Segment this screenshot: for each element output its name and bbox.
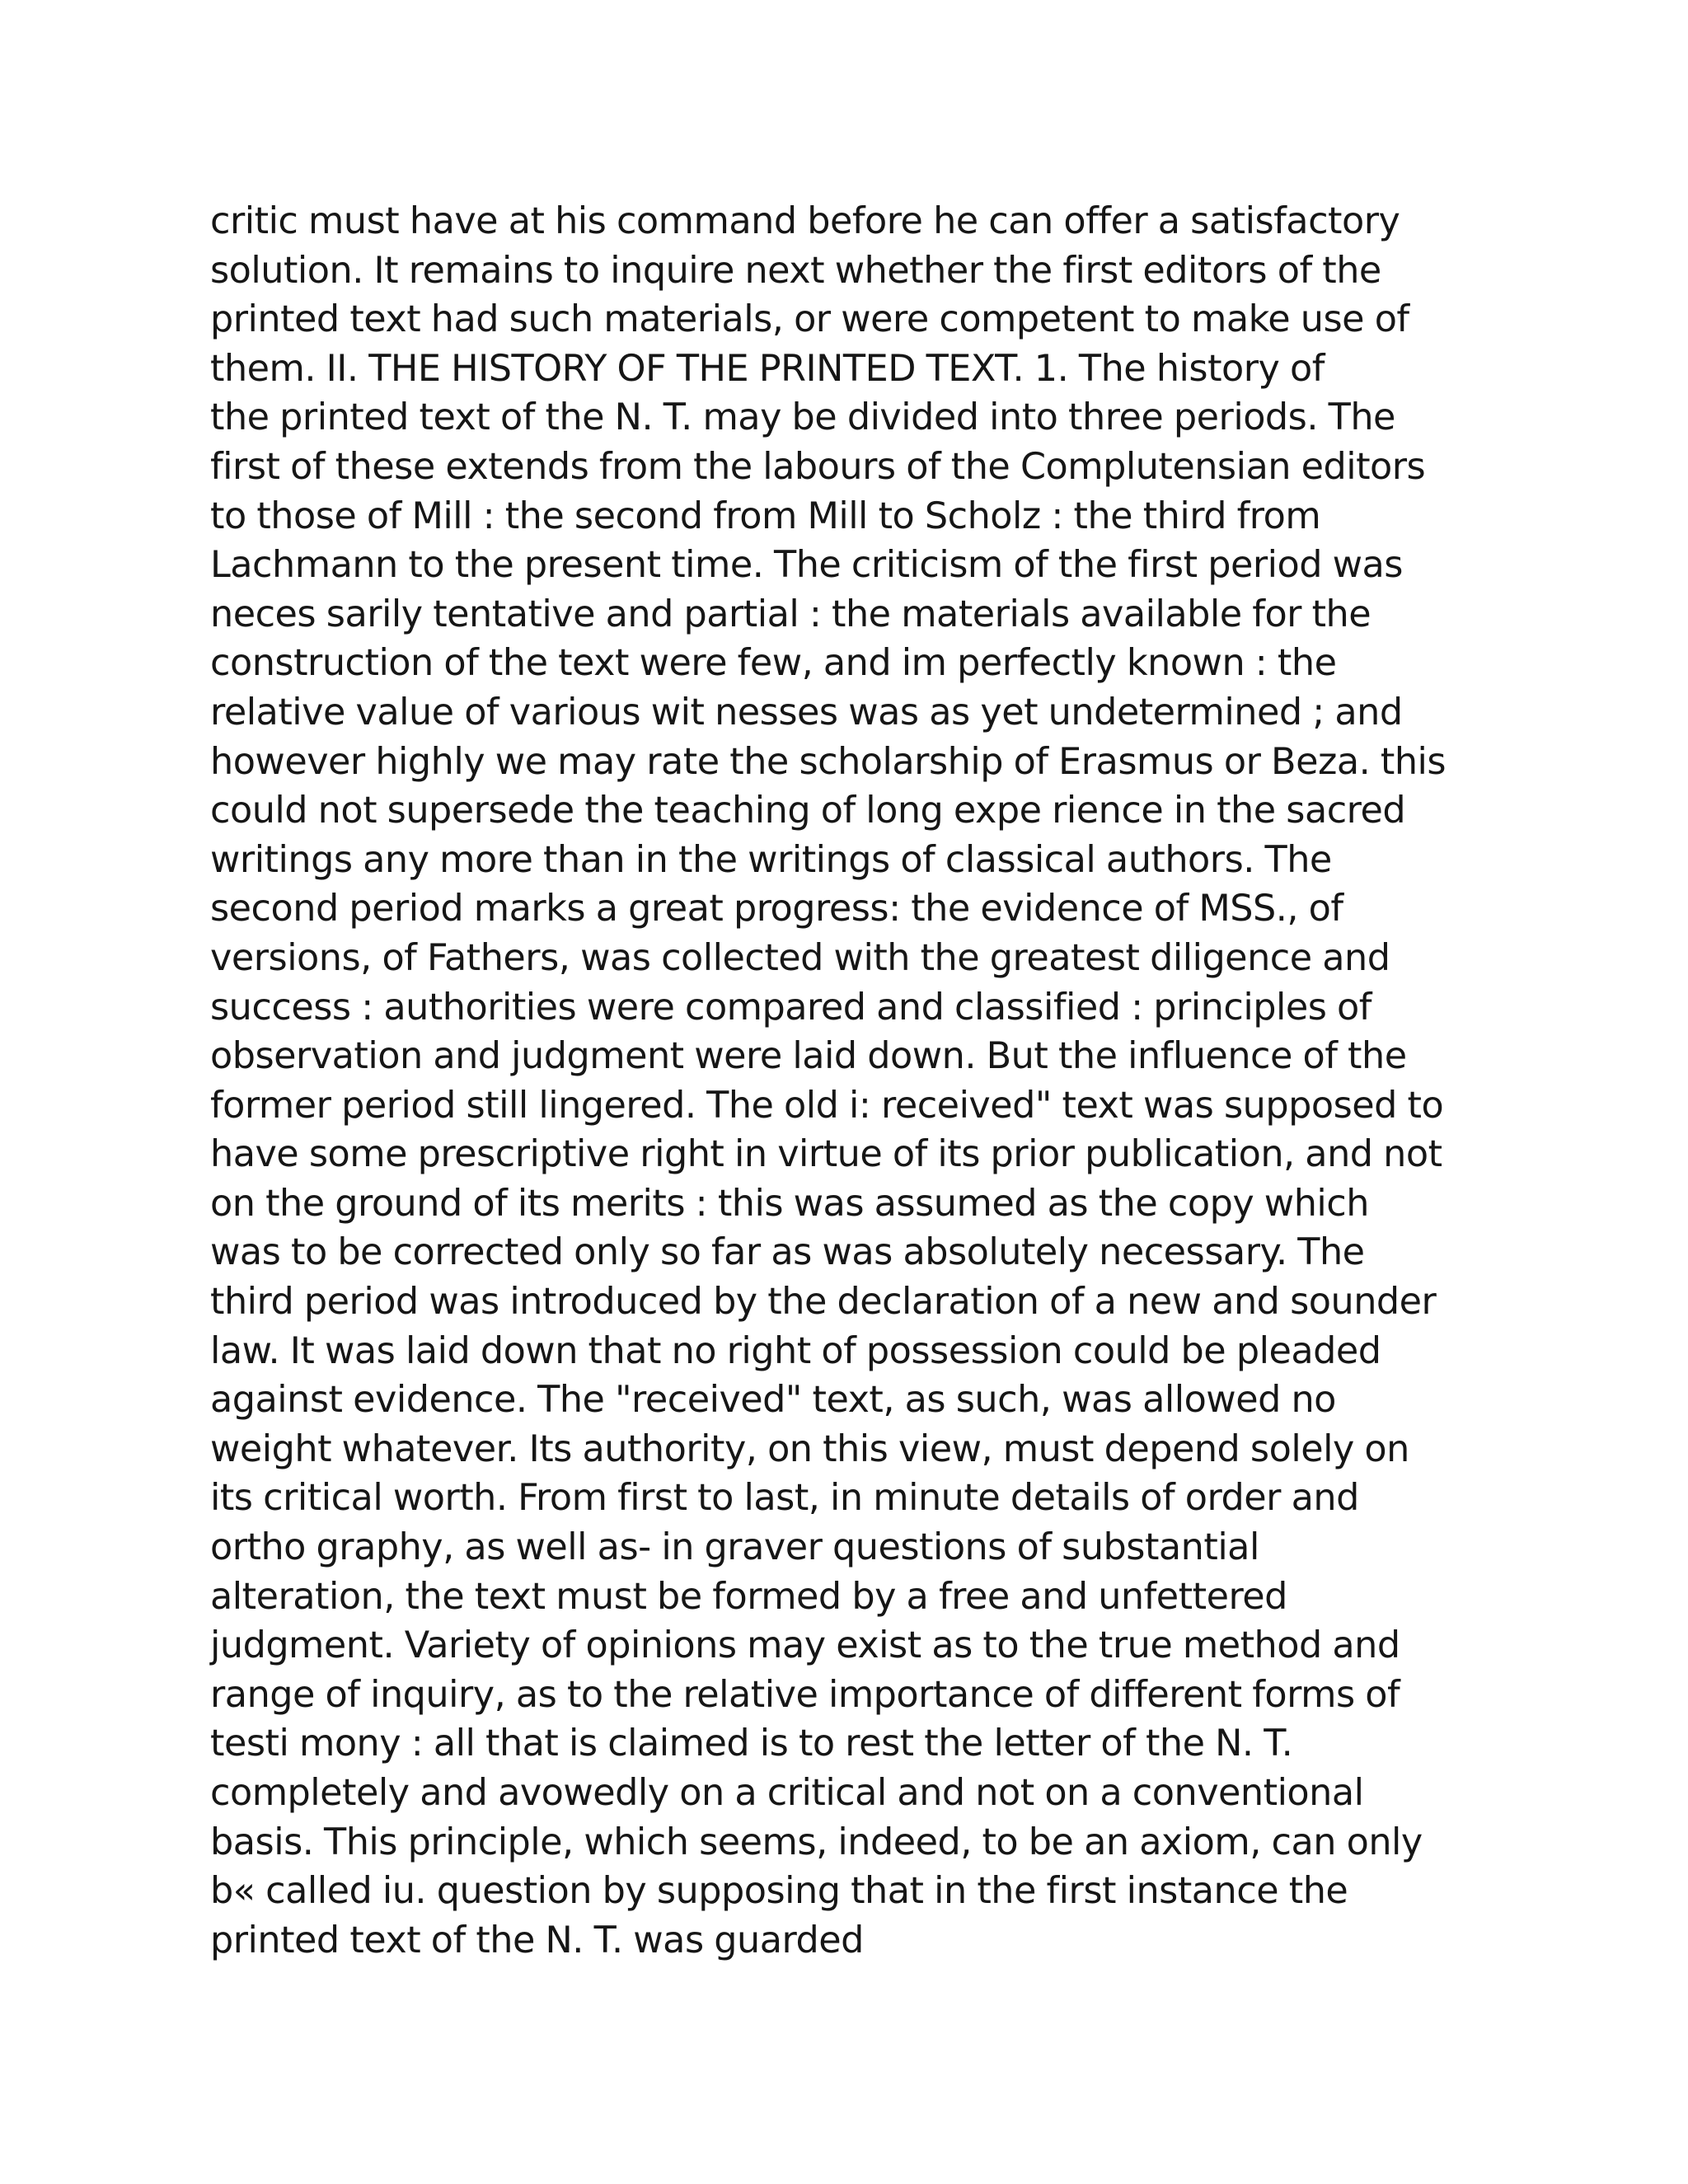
text-line: them. II. THE HISTORY OF THE PRINTED TEXT. 1. The history of bbox=[210, 347, 1325, 390]
text-line: printed text of the N. T. was guarded bbox=[210, 1919, 864, 1961]
text-line: against evidence. The "received" text, as such, was allowed no bbox=[210, 1379, 1336, 1422]
text-line: solution. It remains to inquire next whether the first editors of the bbox=[210, 249, 1381, 292]
text-line: neces sarily tentative and partial : the materials available for the bbox=[210, 593, 1372, 635]
text-line: have some prescriptive right in virtue of its prior publication, and not bbox=[210, 1133, 1442, 1176]
text-line: ortho graphy, as well as- in graver questions of substantial bbox=[210, 1526, 1259, 1569]
text-line: testi mony : all that is claimed is to rest the letter of the N. T. bbox=[210, 1722, 1293, 1765]
text-line: relative value of various wit nesses was as yet undetermined ; and bbox=[210, 691, 1403, 733]
text-line: weight whatever. Its authority, on this view, must depend solely on bbox=[210, 1427, 1409, 1470]
body-text bbox=[210, 197, 1496, 1965]
text-line: critic must have at his command before he can offer a satisfactory bbox=[210, 200, 1400, 242]
text-line: was to be corrected only so far as was absolutely necessary. The bbox=[210, 1231, 1365, 1274]
text-line: construction of the text were few, and im perfectly known : the bbox=[210, 642, 1337, 685]
text-line: first of these extends from the labours of the Complutensian editors bbox=[210, 445, 1426, 488]
text-line: however highly we may rate the scholarship of Erasmus or Beza. this bbox=[210, 740, 1447, 783]
text-line: writings any more than in the writings of classical authors. The bbox=[210, 838, 1332, 881]
text-line: success : authorities were compared and classified : principles of bbox=[210, 986, 1372, 1029]
text-line: its critical worth. From first to last, in minute details of order and bbox=[210, 1477, 1359, 1520]
text-line: range of inquiry, as to the relative importance of different forms of bbox=[210, 1673, 1400, 1716]
text-line: the printed text of the N. T. may be divided into three periods. The bbox=[210, 396, 1395, 439]
text-line: judgment. Variety of opinions may exist as to the true method and bbox=[210, 1624, 1400, 1667]
text-line: could not supersede the teaching of long expe rience in the sacred bbox=[210, 790, 1406, 832]
text-line: former period still lingered. The old i: received" text was supposed to bbox=[210, 1084, 1444, 1127]
text-line: completely and avowedly on a critical and not on a conventional bbox=[210, 1772, 1364, 1814]
text-line: b« called iu. question by supposing that in the first instance the bbox=[210, 1870, 1348, 1913]
text-line: observation and judgment were laid down. But the influence of the bbox=[210, 1035, 1407, 1078]
text-line: second period marks a great progress: the evidence of MSS., of bbox=[210, 888, 1343, 930]
text-line: law. It was laid down that no right of possession could be pleaded bbox=[210, 1329, 1381, 1372]
text-line: alteration, the text must be formed by a free and unfettered bbox=[210, 1575, 1287, 1618]
text-line: third period was introduced by the declaration of a new and sounder bbox=[210, 1281, 1437, 1324]
text-line: to those of Mill : the second from Mill to Scholz : the third from bbox=[210, 494, 1321, 537]
text-line: versions, of Fathers, was collected with the greatest diligence and bbox=[210, 936, 1390, 979]
text-line: printed text had such materials, or were competent to make use of bbox=[210, 298, 1409, 341]
text-line: Lachmann to the present time. The criticism of the first period was bbox=[210, 544, 1403, 587]
text-line: basis. This principle, which seems, indeed, to be an axiom, can only bbox=[210, 1821, 1423, 1863]
text-line: on the ground of its merits : this was assumed as the copy which bbox=[210, 1182, 1369, 1225]
